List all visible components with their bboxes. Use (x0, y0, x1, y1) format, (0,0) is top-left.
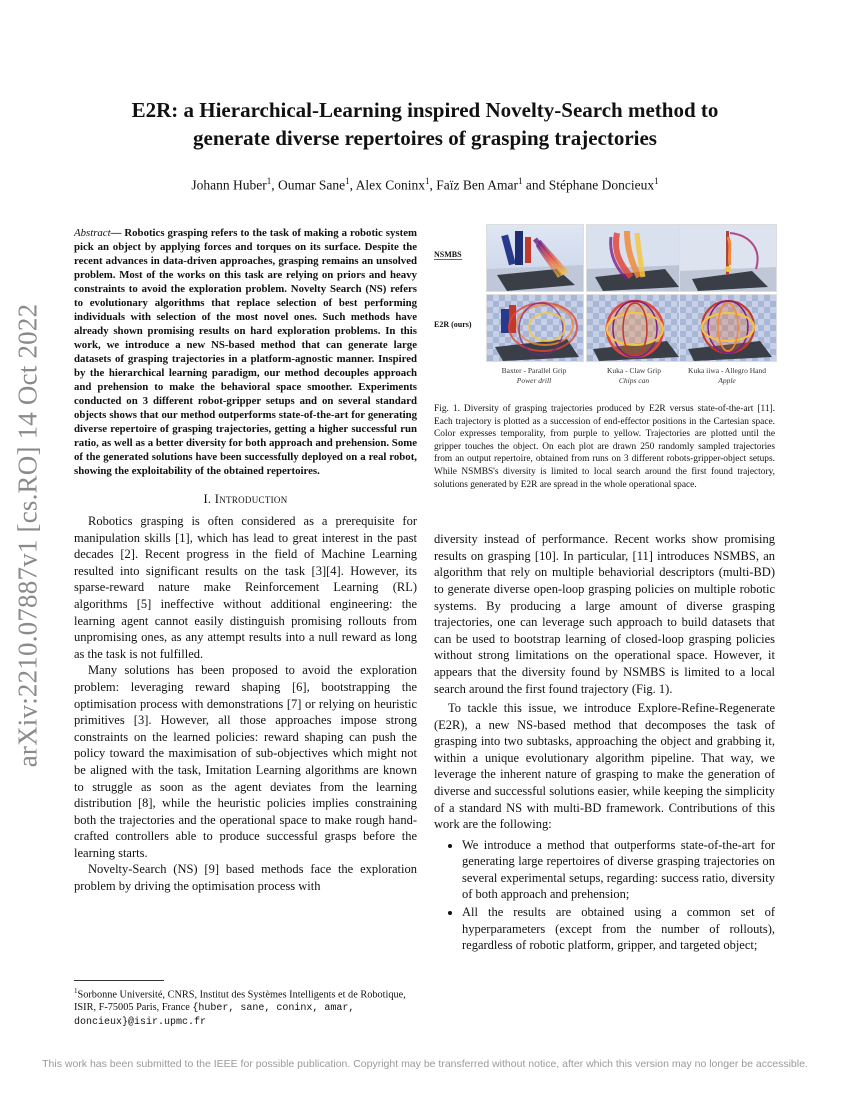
intro-right-text (434, 531, 775, 954)
paper-title (80, 96, 770, 152)
column-caption-baxter: Baxter - Parallel Grip Power drill (501, 366, 567, 385)
abstract-text: — Robotics grasping refers to the task of making a robotic system pick an object by applying forces and torques on its surface. Despite the recent advances in data-driven approaches, grasping remains an unsolved problem. Most of the works on this task are relying on priors and heavy constraints to avoid the exploration problem. Novelty Search (NS) refers to evolutionary algorithms that replace selection of best performing individuals with selection of the most novel ones. Such methods have already shown promising results on hard exploration problems. In this work, we introduce a new NS-based method that can generate large datasets of grasping trajectories in a platform-agnostic manner. Inspired by the hierarchical learning paradigm, our method decouples approach and prehension to make the behavioral space smoother. Experiments conducted on 3 different robot-gripper setups and on several standard objects shows that our method outperforms state-of-the-art for generating diverse repertoire of grasping trajectories, getting a higher successful run ratio, as well as a better diversity for both approach and prehension. Some of the generated solutions have been successfully deployed on a real robot, showing the exploitability of the obtained repertoires. (74, 227, 417, 477)
row-label-nsmbs: NSMBS (434, 250, 462, 259)
left-column (74, 226, 417, 895)
plot-e2r-kuka-claw (586, 294, 684, 362)
plot-e2r-kuka-allegro (679, 294, 777, 362)
author-affiliation-marker: 1 (266, 176, 272, 186)
paragraph: Novelty-Search (NS) [9] based methods face the exploration problem by driving the optimisation process with (74, 862, 417, 894)
author-list: Johann Huber$^1$, Oumar Sane$^1$, Alex Coninx$^1$, Faïz Ben Amar$^1$ and Stéphane Doncieux$^1$ (191, 176, 659, 193)
section-title: I. Introduction (203, 492, 288, 506)
abstract (74, 226, 417, 478)
author-affiliation-marker: 1 (518, 176, 523, 186)
figure-1 (434, 218, 775, 393)
abstract-label: Abstract (74, 227, 111, 239)
ieee-submission-note: This work has been submitted to the IEEE for possible publication. Copyright may be transferred without notice, after which this version may no longer be accessible. (42, 1058, 808, 1070)
contributions-list (434, 837, 775, 954)
footnote-rule (74, 980, 164, 981)
author-name: Alex Coninx (355, 177, 426, 193)
column-caption-kuka-claw: Kuka - Claw Grip Chips can (607, 366, 661, 385)
row-label-e2r: E2R (ours) (434, 320, 472, 329)
intro-left-text (74, 513, 417, 895)
author-name: Faïz Ben Amar (436, 177, 518, 193)
arxiv-id-text: arXiv:2210.07887v1 [cs.RO] 14 Oct 2022 (12, 303, 43, 767)
paragraph: Many solutions has been proposed to avoid the exploration problem: leveraging reward shaping [6], bootstrapping the optimisation process with demonstrations [7] or relying on heuristic primitives [3]. However, all those approaches impose strong constraints on the learned policies: reward shaping can push the policy toward the maximisation of sub-objectives which might not be aligned with the task, Imitation Learning algorithms are known to struggle as soon as the agent deviates from the learning distribution [8], while the heuristic policies implies constraining both the trajectories and the operational space to make rough hand-crafted controllers able to produce successful grasps before the learning starts. (74, 663, 417, 860)
plot-nsmbs-kuka-claw (586, 224, 684, 292)
list-item: • We introduce a method that outperforms state-of-the-art for generating large repertoires of diverse grasping trajectories on several experimental setups, regarding: success ratio, diversity of both approach and prehension; (462, 837, 775, 903)
arxiv-identifier-stamp (8, 300, 48, 770)
column-caption-kuka-allegro: Kuka iiwa - Allegro Hand Apple (688, 366, 766, 385)
footnote-marker: 1 (74, 987, 78, 995)
paragraph: To tackle this issue, we introduce Explore-Refine-Regenerate (E2R), a new NS-based method that decomposes the task of grasping into two subtasks, approaching the object and grabbing it, within a unique evolutionary algorithm pipeline. That way, we leverage the inherent nature of grasping to make the generation of diverse and successful solutions easier, while keeping the simplicity of a standard NS with multi-BD framework. Contributions of this work are the following: (434, 701, 775, 832)
footnote-emails: {huber, sane, coninx, amar, doncieux}@isir.upmc.fr (74, 1003, 355, 1029)
author-name: Johann Huber (191, 177, 267, 193)
paragraph: diversity instead of performance. Recent works show promising results on grasping [10]. In particular, [11] introduces NSMBS, an algorithm that rely on multiple behaviorial descriptors (multi-BD) to generate diverse open-loop grasping policies on multiple robotic systems. By producing a large amount of diverse grasping trajectories, one can leverage such approach to build datasets that can be used to bootstrap learning of closed-loop grasping policies without strong limitations on the operational space. However, it appears that the diversity found by NSMBS is limited to a local search around the first found trajectory (Fig. 1). (434, 532, 775, 696)
affiliation-footnote (74, 980, 417, 1029)
author-name: Oumar Sane (278, 177, 346, 193)
list-item: • All the results are obtained using a common set of hyperparameters (except from the number of rollouts), regardless of robotic platform, gripper, and targeted object; (462, 904, 775, 953)
section-heading-introduction (74, 492, 417, 507)
footnote-text: Sorbonne Université, CNRS, Institut des Systèmes Intelligents et de Robotique, ISIR, F-75005 Paris, France (74, 989, 406, 1014)
figure-1-caption: Fig. 1. Diversity of grasping trajectories produced by E2R versus state-of-the-art [11]. Each trajectory is plotted as a succession of end-effector positions in the Cartesian space. Color expresses temporality, from purple to yellow. Trajectories are plotted until the gripper touches the object. On each plot are drawn 250 randomly sampled trajectories from an output repertoire, obtained from runs on 3 different robots-gripper-object setups. While NSMBS's diversity is limited to local search around the first found trajectory, solutions generated by E2R are spread in the whole operational space. (434, 404, 775, 490)
right-column (434, 218, 775, 956)
plot-nsmbs-kuka-allegro (679, 224, 777, 292)
author-affiliation-marker: 1 (654, 176, 659, 186)
paragraph: Robotics grasping is often considered as a prerequisite for manipulation skills [1], which has lead to great interest in the past decades [2]. Recent progress in the field of Machine Learning resulted into significant results on the task [3][4]. However, its sparse-reward nature make Reinforcement Learning (RL) algorithms [5] ineffective without additional engineering: the learning agent cannot easily distinguish promising rollouts from unpromising ones, as any attempt results into a null reward as long as the task is not fulfilled. (74, 514, 417, 661)
title-line-2: generate diverse repertoires of grasping trajectories (193, 126, 657, 150)
plot-nsmbs-baxter (486, 224, 584, 292)
title-line-1: E2R: a Hierarchical-Learning inspired Novelty-Search method to (131, 98, 719, 122)
plot-e2r-baxter (486, 294, 584, 362)
author-affiliation-marker: 1 (345, 176, 350, 186)
author-name: Stéphane Doncieux (548, 177, 655, 193)
author-affiliation-marker: 1 (425, 176, 430, 186)
